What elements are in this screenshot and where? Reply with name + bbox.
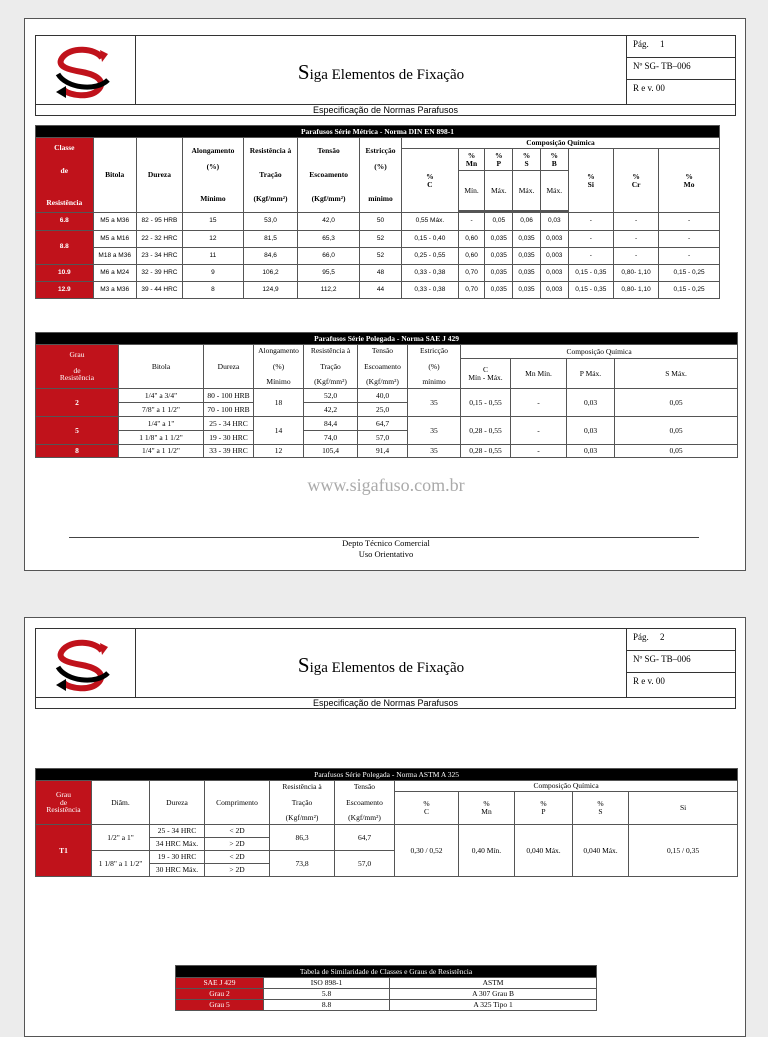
doc-number: Nº SG- TB–006 bbox=[627, 651, 736, 673]
siga-logo bbox=[36, 36, 136, 104]
col-header-dureza: Dureza bbox=[136, 138, 182, 213]
col-header-dureza: Dureza bbox=[150, 781, 205, 825]
col-header-tensao: Tensão Escoamento (Kgf/mm²) bbox=[358, 345, 408, 389]
col-header-si: Si bbox=[629, 792, 738, 825]
col-header-grau: Grau de Resistência bbox=[36, 781, 92, 825]
table-row: 34 HRC Máx. > 2D bbox=[36, 838, 738, 851]
sae-j429-table bbox=[35, 332, 738, 458]
col-header-grau: Grau de Resistência bbox=[36, 345, 119, 389]
table-row: Grau 2 5.8 A 307 Grau B bbox=[176, 989, 597, 1000]
col-header-p: % P bbox=[515, 792, 573, 825]
page-number: 1 bbox=[660, 39, 665, 49]
similarity-table bbox=[175, 965, 597, 1011]
col-header-si: % Si bbox=[568, 149, 613, 213]
table-row: 10.9 M6 a M24 32 - 39 HRC 9 106,2 95,5 48 0,33 - 0,38 0,70 0,035 0,035 0,003 0,15 - 0,35 0,80- 1,10 0,15 - 0,25 bbox=[36, 265, 720, 282]
col-sub-max: Máx. bbox=[513, 171, 541, 211]
table-row: 1 1/8" a 1 1/2" 19 - 30 HRC < 2D 73,8 57,0 bbox=[36, 851, 738, 864]
revision: R e v. 00 bbox=[633, 83, 665, 93]
document-meta bbox=[626, 629, 736, 697]
col-header-c: % C bbox=[395, 792, 459, 825]
col-header-tensao: Tensão Escoamento (Kgf/mm²) bbox=[298, 138, 360, 213]
col-header-mn: % Mn bbox=[458, 149, 485, 171]
col-header-dureza: Dureza bbox=[204, 345, 254, 389]
col-header-mo: % Mo bbox=[659, 149, 720, 213]
website-watermark: www.sigafuso.com.br bbox=[307, 475, 465, 495]
document-title: Siga Elementos de Fixação bbox=[297, 653, 465, 677]
table-row: 2 1/4" a 3/4" 80 - 100 HRB 18 52,0 40,0 35 0,15 - 0,55 - 0,03 0,05 bbox=[36, 389, 738, 403]
col-header-bitola: Bitola bbox=[93, 138, 136, 213]
col-header-diam: Diâm. bbox=[92, 781, 150, 825]
table-row: M18 a M36 23 - 34 HRC 11 84,6 66,0 52 0,25 - 0,55 0,60 0,035 0,035 0,003 - - - bbox=[36, 248, 720, 265]
table-title: Parafusos Série Polegada - Norma SAE J 429 bbox=[36, 333, 738, 345]
col-header-s: % S bbox=[573, 792, 629, 825]
col-header-resistencia: Resistência à Tração (Kgf/mm²) bbox=[243, 138, 298, 213]
table-row: 6.8 M5 a M36 82 - 95 HRB 15 53,0 42,0 50 0,55 Máx. - 0,05 0,06 0,03 - - - bbox=[36, 213, 720, 231]
footer-usage: Uso Orientativo bbox=[358, 549, 414, 559]
table-row: 30 HRC Máx. > 2D bbox=[36, 864, 738, 877]
footer-department: Depto Técnico Comercial bbox=[342, 538, 430, 548]
col-header-composicao: Composição Química bbox=[395, 781, 738, 792]
col-header-b: % B bbox=[540, 149, 568, 171]
document-subtitle: Especificação de Normas Parafusos bbox=[36, 104, 735, 116]
col-header-mn: % Mn bbox=[459, 792, 515, 825]
col-header-cr: % Cr bbox=[613, 149, 658, 213]
din-en-898-table bbox=[35, 125, 720, 299]
col-header-resistencia: Resistência à Tração (Kgf/mm²) bbox=[304, 345, 358, 389]
col-header-iso: ISO 898-1 bbox=[264, 978, 390, 989]
table-title: Parafusos Série Polegada - Norma ASTM A 325 bbox=[36, 769, 738, 781]
col-sub-max: Máx. bbox=[485, 171, 513, 211]
col-header-mn: Mn Mín. bbox=[511, 359, 567, 389]
col-header-alongamento: Alongamento (%) Mínimo bbox=[254, 345, 304, 389]
document-title: Siga Elementos de Fixação bbox=[297, 60, 465, 84]
table-row: Grau 5 8.8 A 325 Tipo 1 bbox=[176, 1000, 597, 1011]
col-sub-max: Máx. bbox=[540, 171, 568, 211]
table-row: 8 1/4" a 1 1/2" 33 - 39 HRC 12 105,4 91,4 35 0,28 - 0,55 - 0,03 0,05 bbox=[36, 445, 738, 458]
footer bbox=[25, 538, 747, 560]
col-sub-min: Mín. bbox=[458, 171, 485, 211]
table-row: 1 1/8" a 1 1/2" 19 - 30 HRC 74,0 57,0 bbox=[36, 431, 738, 445]
revision: R e v. 00 bbox=[633, 676, 665, 686]
document-header bbox=[35, 628, 736, 709]
col-header-s: S Máx. bbox=[615, 359, 738, 389]
col-header-classe: Classe de Resistência bbox=[36, 138, 94, 213]
document-meta bbox=[626, 36, 736, 104]
siga-logo bbox=[36, 629, 136, 697]
col-header-p: % P bbox=[485, 149, 513, 171]
document-header bbox=[35, 35, 736, 116]
table-row: 12.9 M3 a M36 39 - 44 HRC 8 124,9 112,2 44 0,33 - 0,38 0,70 0,035 0,035 0,003 0,15 - 0,35 0,80- 1,10 0,15 - 0,25 bbox=[36, 282, 720, 299]
page-label: Pág. bbox=[633, 632, 649, 642]
col-header-composicao: Composição Química bbox=[461, 345, 738, 359]
document-subtitle: Especificação de Normas Parafusos bbox=[36, 697, 735, 709]
col-header-composicao: Composição Química bbox=[402, 138, 720, 149]
col-header-alongamento: Alongamento (%) Mínimo bbox=[183, 138, 244, 213]
table-row: T1 1/2" a 1" 25 - 34 HRC < 2D 86,3 64,7 0,30 / 0,52 0,40 Mín. 0,040 Máx. 0,040 Máx. 0,15 / 0,35 bbox=[36, 825, 738, 838]
table-title: Parafusos Série Métrica - Norma DIN EN 898-1 bbox=[36, 126, 720, 138]
page-label: Pág. bbox=[633, 39, 649, 49]
table-row: 8.8 M5 a M16 22 - 32 HRC 12 81,5 65,3 52 0,15 - 0,40 0,60 0,035 0,035 0,003 - - - bbox=[36, 231, 720, 248]
table-title: Tabela de Similaridade de Classes e Graus de Resistência bbox=[176, 966, 597, 978]
table-row: 5 1/4" a 1" 25 - 34 HRC 14 84,4 64,7 35 0,28 - 0,55 - 0,03 0,05 bbox=[36, 417, 738, 431]
col-header-estriccao: Estricção (%) mínimo bbox=[408, 345, 461, 389]
table-row: 7/8" a 1 1/2" 70 - 100 HRB 42,2 25,0 bbox=[36, 403, 738, 417]
astm-a325-table bbox=[35, 768, 738, 877]
col-header-c: C Mín - Máx. bbox=[461, 359, 511, 389]
col-header-c: % C bbox=[402, 149, 459, 213]
doc-number: Nº SG- TB–006 bbox=[627, 58, 736, 80]
col-header-tensao: Tensão Escoamento (Kgf/mm²) bbox=[335, 781, 395, 825]
page-number: 2 bbox=[660, 632, 665, 642]
col-header-s: % S bbox=[513, 149, 541, 171]
col-header-resistencia: Resistência à Tração (Kgf/mm²) bbox=[270, 781, 335, 825]
document-page-1 bbox=[24, 18, 746, 571]
col-header-estriccao: Estricção (%) mínimo bbox=[359, 138, 401, 213]
col-header-sae: SAE J 429 bbox=[176, 978, 264, 989]
col-header-bitola: Bitola bbox=[119, 345, 204, 389]
document-page-2 bbox=[24, 617, 746, 1037]
col-header-astm: ASTM bbox=[390, 978, 597, 989]
col-header-comprimento: Comprimento bbox=[205, 781, 270, 825]
grau-t1: T1 bbox=[36, 825, 92, 877]
col-header-p: P Máx. bbox=[567, 359, 615, 389]
